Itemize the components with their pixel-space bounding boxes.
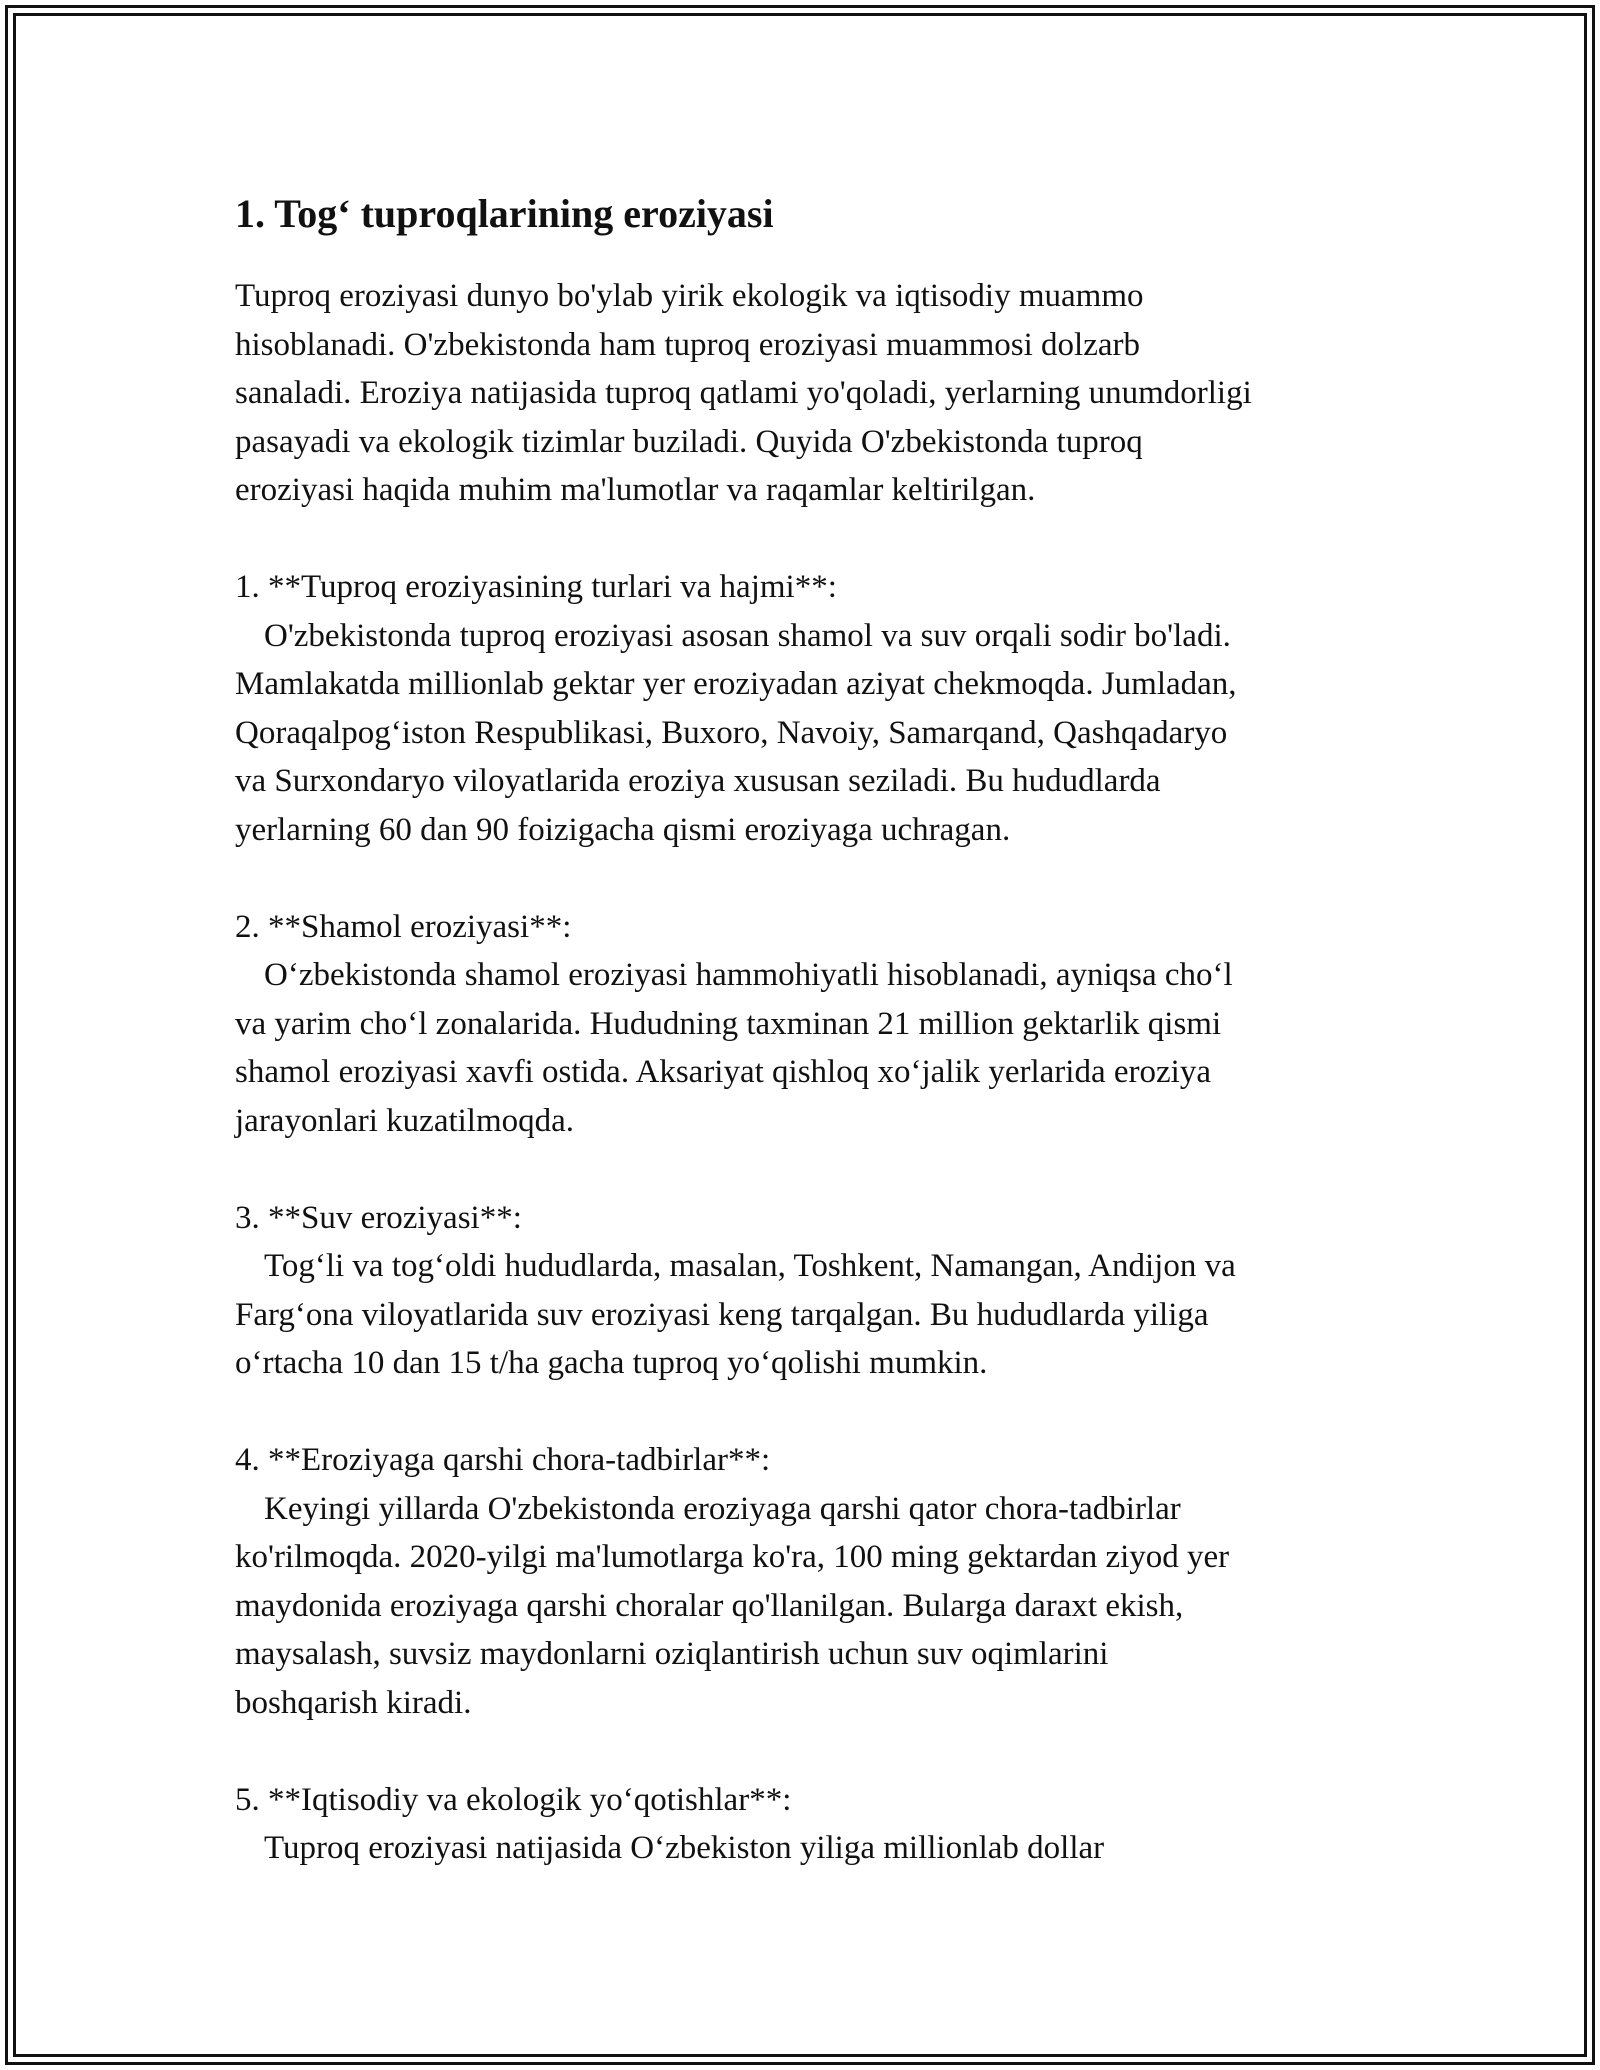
- section-heading: 3. **Suv eroziyasi**:: [235, 1199, 522, 1236]
- paragraph-spacer: [235, 1388, 1375, 1437]
- section-1: [235, 563, 1375, 854]
- section-line: ko'rilmoqda. 2020-yilgi ma'lumotlarga ko'ra, 100 ming gektardan ziyod yer: [235, 1539, 1230, 1575]
- section-line: jarayonlari kuzatilmoqda.: [235, 1102, 575, 1139]
- section-4: [235, 1436, 1375, 1727]
- paragraph-spacer: [235, 1727, 1375, 1776]
- section-line: Keyingi yillarda O'zbekistonda eroziyaga qarshi qator chora-tadbirlar: [264, 1490, 1181, 1527]
- section-line: Qoraqalpog‘iston Respublikasi, Buxoro, Navoiy, Samarqand, Qashqadaryo: [235, 714, 1228, 751]
- section-line: boshqarish kiradi.: [235, 1684, 472, 1721]
- section-line: Farg‘ona viloyatlarida suv eroziyasi keng tarqalgan. Bu hududlarda yiliga: [235, 1296, 1209, 1333]
- section-line: Tog‘li va tog‘oldi hududlarda, masalan, Toshkent, Namangan, Andijon va: [264, 1248, 1236, 1284]
- document-body: [235, 186, 1375, 1873]
- intro-line: sanaladi. Eroziya natijasida tuproq qatlami yo'qoladi, yerlarning unumdorligi: [235, 375, 1252, 411]
- section-line: Mamlakatda millionlab gektar yer eroziyadan aziyat chekmoqda. Jumladan,: [235, 666, 1237, 702]
- section-5: [235, 1776, 1375, 1873]
- section-2: [235, 903, 1375, 1146]
- section-heading: 1. **Tuproq eroziyasining turlari va hajmi**:: [235, 569, 837, 605]
- section-heading: 2. **Shamol eroziyasi**:: [235, 908, 572, 945]
- paragraph-spacer: [235, 1145, 1375, 1194]
- section-line: shamol eroziyasi xavfi ostida. Aksariyat qishloq xo‘jalik yerlarida eroziya: [235, 1054, 1211, 1090]
- section-line: va Surxondaryo viloyatlarida eroziya xususan seziladi. Bu hududlarda: [235, 763, 1161, 799]
- section-line: O‘zbekistonda shamol eroziyasi hammohiyatli hisoblanadi, ayniqsa cho‘l: [264, 957, 1233, 993]
- section-line: va yarim cho‘l zonalarida. Hududning taxminan 21 million gektarlik qismi: [235, 1005, 1222, 1042]
- section-line: Tuproq eroziyasi natijasida O‘zbekiston yiliga millionlab dollar: [264, 1830, 1105, 1866]
- section-line: O'zbekistonda tuproq eroziyasi asosan shamol va suv orqali sodir bo'ladi.: [264, 617, 1231, 654]
- section-heading: 5. **Iqtisodiy va ekologik yo‘qotishlar**:: [235, 1781, 792, 1818]
- intro-line: hisoblanadi. O'zbekistonda ham tuproq eroziyasi muammosi dolzarb: [235, 326, 1140, 363]
- intro-line: eroziyasi haqida muhim ma'lumotlar va raqamlar keltirilgan.: [235, 472, 1036, 508]
- section-line: maydonida eroziyaga qarshi choralar qo'llanilgan. Bularga daraxt ekish,: [235, 1587, 1184, 1624]
- intro-line: pasayadi va ekologik tizimlar buziladi. Quyida O'zbekistonda tuproq: [235, 423, 1143, 460]
- section-heading: 4. **Eroziyaga qarshi chora-tadbirlar**:: [235, 1442, 771, 1478]
- section-line: yerlarning 60 dan 90 foizigacha qismi eroziyaga uchragan.: [235, 811, 1011, 848]
- intro-line: Tuproq eroziyasi dunyo bo'ylab yirik ekologik va iqtisodiy muammo: [235, 278, 1144, 314]
- section-line: maysalash, suvsiz maydonlarni oziqlantirish uchun suv oqimlarini: [235, 1636, 1109, 1672]
- document-title: 1. Tog‘ tuproqlarining eroziyasi: [235, 191, 774, 236]
- intro-paragraph: [235, 272, 1375, 515]
- section-line: o‘rtacha 10 dan 15 t/ha gacha tuproq yo‘qolishi mumkin.: [235, 1345, 988, 1381]
- paragraph-spacer: [235, 854, 1375, 903]
- section-3: [235, 1194, 1375, 1388]
- paragraph-spacer: [235, 515, 1375, 564]
